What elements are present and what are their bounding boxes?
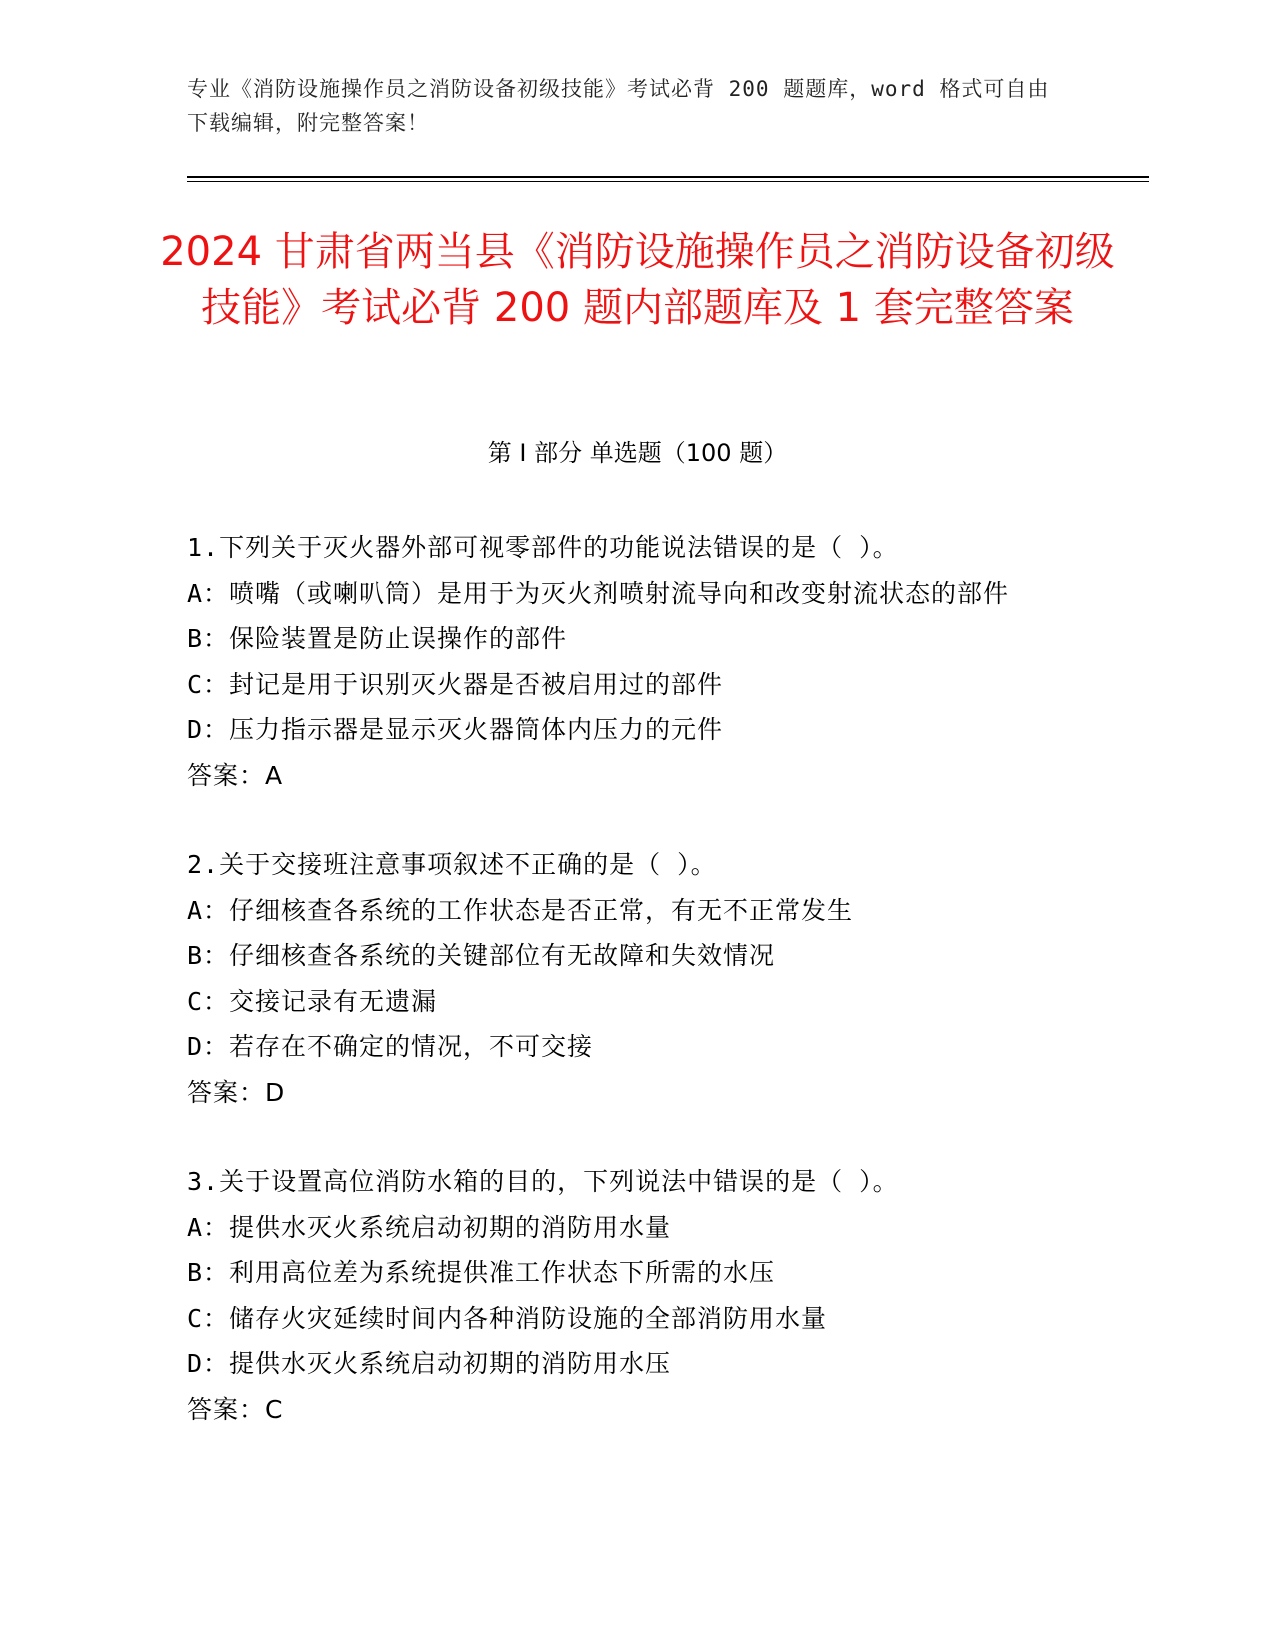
question-3 (187, 1159, 1087, 1432)
option-d: D：压力指示器是显示灭火器筒体内压力的元件 (187, 715, 724, 744)
question-2 (187, 842, 1087, 1115)
document-title: 2024 甘肃省两当县《消防设施操作员之消防设备初级技能》考试必背 200 题内部题库及 1 套完整答案 (160, 229, 1115, 331)
option-c: C：交接记录有无遗漏 (187, 986, 438, 1016)
option-b: B：保险装置是防止误操作的部件 (187, 624, 568, 653)
question-1 (187, 525, 1087, 798)
option-b: B：仔细核查各系统的关键部位有无故障和失效情况 (187, 941, 776, 970)
header-divider-thick (187, 176, 1149, 178)
option-a: A：仔细核查各系统的工作状态是否正常，有无不正常发生 (187, 895, 854, 925)
question-stem: 2.关于交接班注意事项叙述不正确的是（ ）。 (187, 850, 717, 879)
section-heading: 第 I 部分 单选题（100 题） (487, 439, 788, 467)
answer: 答案：A (187, 760, 284, 790)
option-c: C：储存火灾延续时间内各种消防设施的全部消防用水量 (187, 1303, 828, 1333)
answer: 答案：D (187, 1077, 286, 1107)
question-list (187, 525, 1087, 1476)
option-c: C：封记是用于识别灭火器是否被启用过的部件 (187, 669, 724, 699)
question-stem: 1.下列关于灭火器外部可视零部件的功能说法错误的是（ ）。 (187, 533, 899, 562)
option-a: A：提供水灭火系统启动初期的消防用水量 (187, 1212, 672, 1242)
header-note: 专业《消防设施操作员之消防设备初级技能》考试必背 200 题题库，word 格式可自由下载编辑，附完整答案！ (187, 77, 1050, 135)
option-a: A：喷嘴（或喇叭筒）是用于为灭火剂喷射流导向和改变射流状态的部件 (187, 578, 1010, 608)
option-d: D：提供水灭火系统启动初期的消防用水压 (187, 1349, 672, 1378)
question-stem: 3.关于设置高位消防水箱的目的，下列说法中错误的是（ ）。 (187, 1167, 899, 1196)
option-d: D：若存在不确定的情况，不可交接 (187, 1032, 594, 1061)
option-b: B：利用高位差为系统提供准工作状态下所需的水压 (187, 1258, 776, 1287)
header-divider-thin (187, 181, 1149, 182)
answer: 答案：C (187, 1394, 284, 1424)
